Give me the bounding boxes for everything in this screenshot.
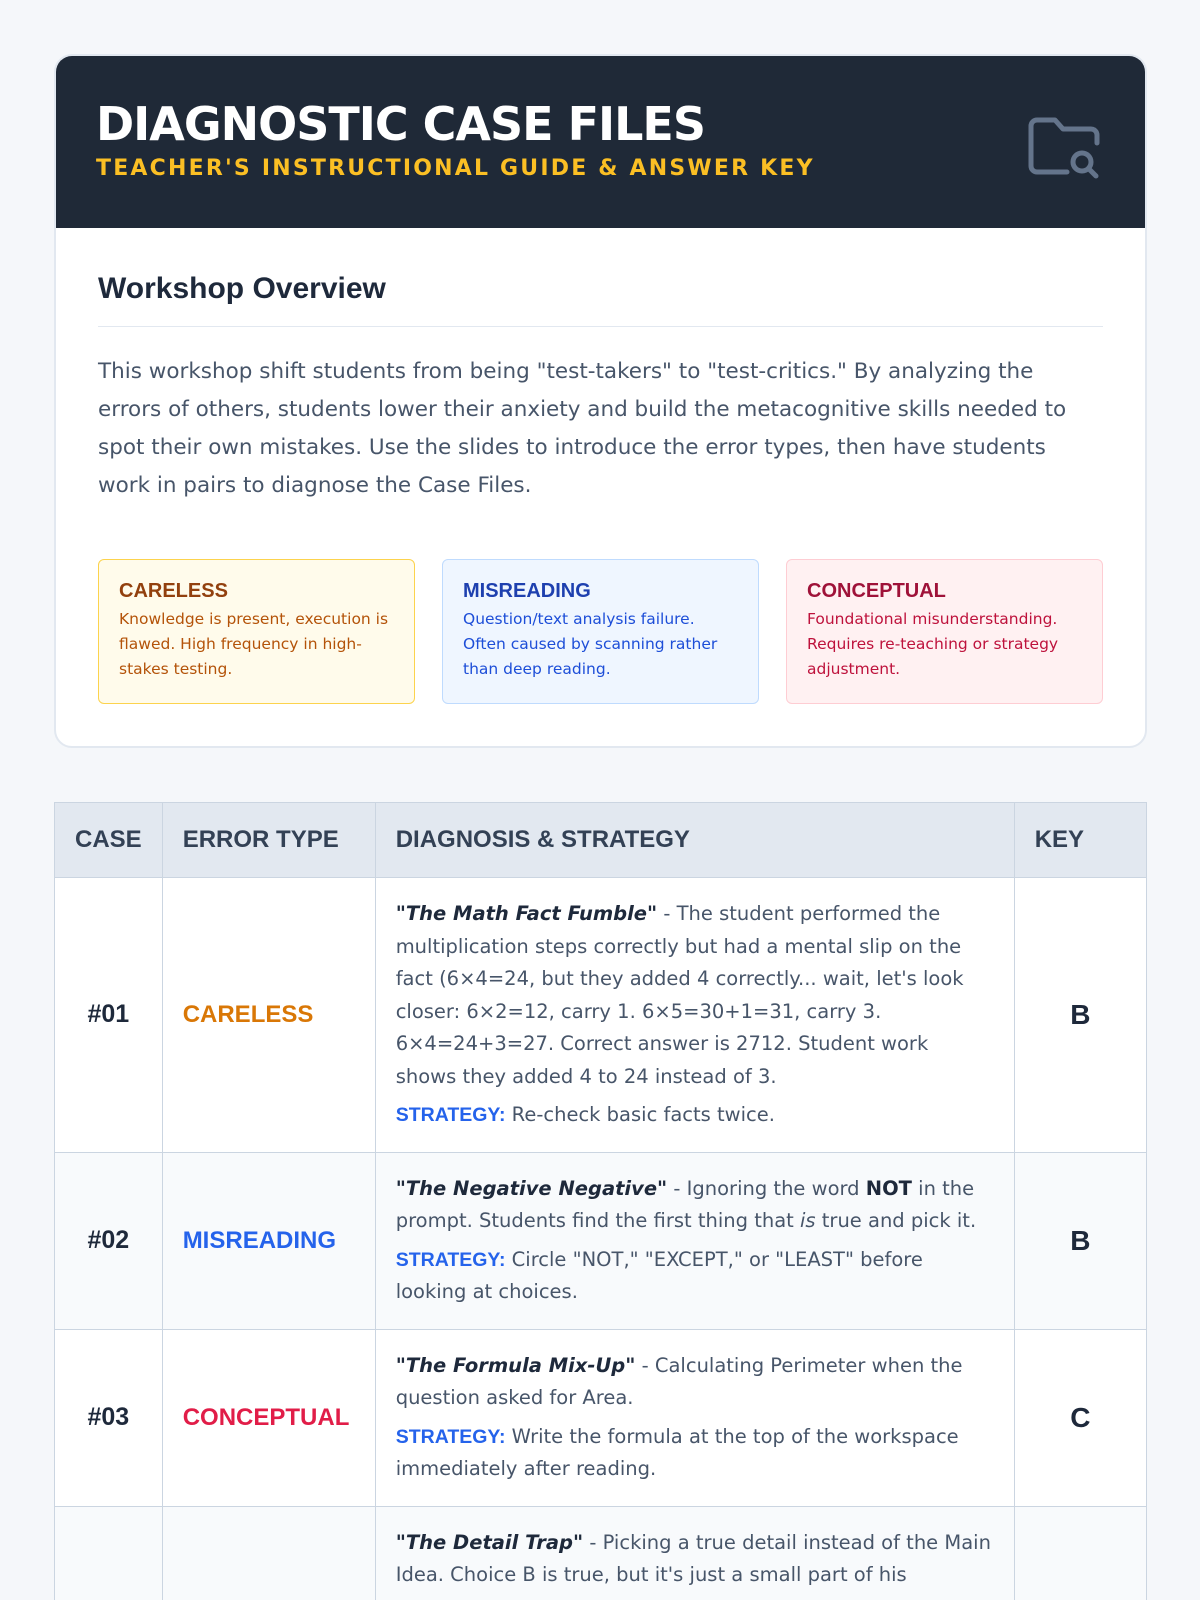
table-row bbox=[55, 1152, 1147, 1329]
case-number: #03 bbox=[55, 1329, 163, 1506]
strategy bbox=[396, 1421, 994, 1486]
error-type-cell: CONCEPTUAL bbox=[162, 1329, 375, 1506]
error-type-cell: CARELESS bbox=[162, 878, 375, 1153]
diagnosis-body: Calculating Perimeter when the question asked for Area. bbox=[395, 1353, 963, 1409]
table-row bbox=[55, 1329, 1147, 1506]
case-number: #01 bbox=[55, 878, 163, 1153]
overview-heading: Workshop Overview bbox=[98, 272, 1103, 327]
strategy-text: Circle "NOT," "EXCEPT," or "LEAST" before looking at choices. bbox=[395, 1247, 923, 1303]
strategy bbox=[396, 1244, 994, 1309]
case-title: "The Formula Mix-Up" bbox=[395, 1353, 636, 1377]
error-type-cell bbox=[162, 1506, 375, 1600]
diagnosis-text bbox=[396, 1350, 994, 1415]
diagnosis-body: Ignoring the word bbox=[686, 1176, 866, 1200]
workshop-overview bbox=[56, 228, 1145, 704]
strategy-text: Re-check basic facts twice. bbox=[511, 1103, 775, 1126]
diagnosis-body: Picking a true detail instead of the Main Idea. Choice B is true, but it's just a small part of his bbox=[395, 1530, 991, 1586]
error-type-description: Knowledge is present, execution is flawed. High frequency in high-stakes testing. bbox=[119, 610, 389, 678]
page-title: DIAGNOSTIC CASE FILES bbox=[96, 97, 705, 151]
diagnosis-cell bbox=[375, 1152, 1014, 1329]
case-files-table bbox=[54, 802, 1147, 1600]
error-type-name: MISREADING bbox=[463, 580, 591, 602]
overview-card bbox=[54, 54, 1147, 748]
answer-key: B bbox=[1014, 1152, 1146, 1329]
title-separator: - bbox=[635, 1353, 655, 1377]
folder-search-icon bbox=[1027, 114, 1103, 180]
case-number: #02 bbox=[55, 1152, 163, 1329]
strategy-label: STRATEGY: bbox=[395, 1425, 506, 1448]
diagnosis-text bbox=[396, 1173, 994, 1238]
diagnosis-text bbox=[396, 898, 994, 1093]
page-subtitle: TEACHER'S INSTRUCTIONAL GUIDE & ANSWER KEY bbox=[96, 156, 815, 181]
case-title: "The Negative Negative" bbox=[395, 1176, 668, 1200]
case-title: "The Math Fact Fumble" bbox=[395, 902, 658, 925]
diagnosis-text bbox=[396, 1527, 994, 1592]
column-header-case: CASE bbox=[55, 803, 163, 878]
diagnosis-italic: is bbox=[800, 1209, 816, 1232]
error-type-description: Question/text analysis failure. Often caused by scanning rather than deep reading. bbox=[463, 610, 718, 678]
diagnosis-cell bbox=[375, 1329, 1014, 1506]
diagnosis-body: The student performed the multiplication steps correctly but had a mental slip on the fact (6×4=24, but they added 4 correctly... wait, let's look closer: 6×2=12, carry 1. 6×5=30+1=31, carry 3. 6×4=24+3=27. Correct answer is 2712. Student work shows they added 4 to 24 instead of 3. bbox=[395, 902, 964, 1088]
diagnosis-emphasis: NOT bbox=[865, 1176, 912, 1200]
error-type-cell: MISREADING bbox=[162, 1152, 375, 1329]
strategy-label: STRATEGY: bbox=[395, 1104, 506, 1126]
error-type-description: Foundational misunderstanding. Requires re-teaching or strategy adjustment. bbox=[807, 610, 1059, 678]
error-type-careless bbox=[98, 559, 415, 704]
strategy bbox=[396, 1099, 994, 1132]
error-type-legend bbox=[98, 559, 1103, 704]
error-type-conceptual bbox=[786, 559, 1103, 704]
diagnosis-body: true and pick it. bbox=[815, 1209, 977, 1232]
table-header-row bbox=[55, 803, 1147, 878]
column-header-diagnosis: DIAGNOSIS & STRATEGY bbox=[375, 803, 1014, 878]
header-banner bbox=[56, 56, 1145, 228]
answer-key bbox=[1014, 1506, 1146, 1600]
diagnosis-cell bbox=[375, 878, 1014, 1153]
error-type-name: CARELESS bbox=[119, 580, 228, 602]
overview-text: This workshop shift students from being "test-takers" to "test-critics." By analyzing the errors of others, students lower their anxiety and build the metacognitive skills needed to spot their own mistakes. Use the slides to introduce the error types, then have students work in pairs to diagnose the Case Files. bbox=[98, 359, 1067, 498]
column-header-key: KEY bbox=[1014, 803, 1146, 878]
case-number bbox=[55, 1506, 163, 1600]
diagnosis-body: in the prompt. Students find the first thing that bbox=[395, 1176, 975, 1232]
answer-key: C bbox=[1014, 1329, 1146, 1506]
table-row bbox=[55, 878, 1147, 1153]
answer-key: B bbox=[1014, 878, 1146, 1153]
strategy-text: Write the formula at the top of the workspace immediately after reading. bbox=[395, 1424, 959, 1480]
error-type-name: CONCEPTUAL bbox=[807, 580, 946, 602]
error-type-misreading bbox=[442, 559, 759, 704]
case-title: "The Detail Trap" bbox=[395, 1530, 584, 1554]
table-row bbox=[55, 1506, 1147, 1600]
title-separator: - bbox=[583, 1530, 603, 1554]
strategy-label: STRATEGY: bbox=[395, 1248, 506, 1271]
column-header-error-type: ERROR TYPE bbox=[162, 803, 375, 878]
title-separator: - bbox=[657, 902, 677, 925]
diagnosis-cell bbox=[375, 1506, 1014, 1600]
title-separator: - bbox=[667, 1176, 687, 1200]
